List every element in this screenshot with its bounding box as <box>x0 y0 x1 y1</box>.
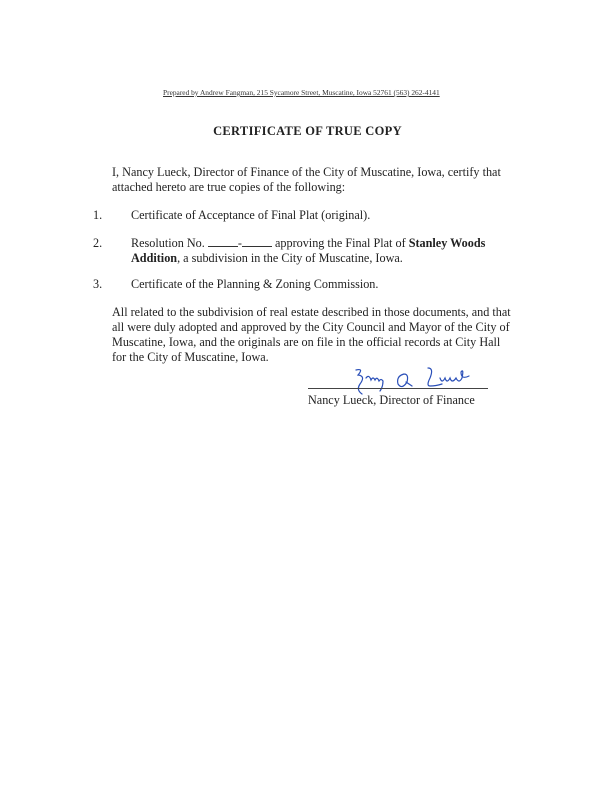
list-item-1 <box>93 208 531 223</box>
item-number: 3. <box>93 277 103 291</box>
item-text: Resolution No. <box>131 236 205 250</box>
list-item-2 <box>93 236 531 266</box>
prepared-by-line: Prepared by Andrew Fangman, 215 Sycamore Street, Muscatine, Iowa 52761 (563) 262-4141 <box>163 88 440 97</box>
item-text: Certificate of Acceptance of Final Plat (original). <box>131 208 371 222</box>
addition-name: Stanley Woods Addition <box>131 236 486 265</box>
item-number: 1. <box>93 208 103 222</box>
signature-line <box>308 388 488 389</box>
list-item-3 <box>93 277 531 292</box>
item-number: 2. <box>93 236 103 250</box>
closing-paragraph: All related to the subdivision of real estate described in those documents, and that all were duly adopted and approved by the City Council and Mayor of the City of Muscatine, Iowa, and the originals are on file in the official records at City Hall for the City of Muscatine, Iowa. <box>112 305 511 364</box>
item-text: , a subdivision in the City of Muscatine, Iowa. <box>177 251 403 265</box>
item-text: approving the Final Plat of <box>274 236 409 250</box>
intro-paragraph: I, Nancy Lueck, Director of Finance of the City of Muscatine, Iowa, certify that attached hereto are true copies of the following: <box>112 165 501 194</box>
document-title: CERTIFICATE OF TRUE COPY <box>213 124 402 138</box>
signatory-name: Nancy Lueck, Director of Finance <box>308 393 475 407</box>
handwritten-signature <box>352 366 492 396</box>
dash: - <box>237 236 242 250</box>
item-text: Certificate of the Planning & Zoning Commission. <box>131 277 379 291</box>
blank-field <box>242 236 272 247</box>
blank-field <box>208 236 238 247</box>
